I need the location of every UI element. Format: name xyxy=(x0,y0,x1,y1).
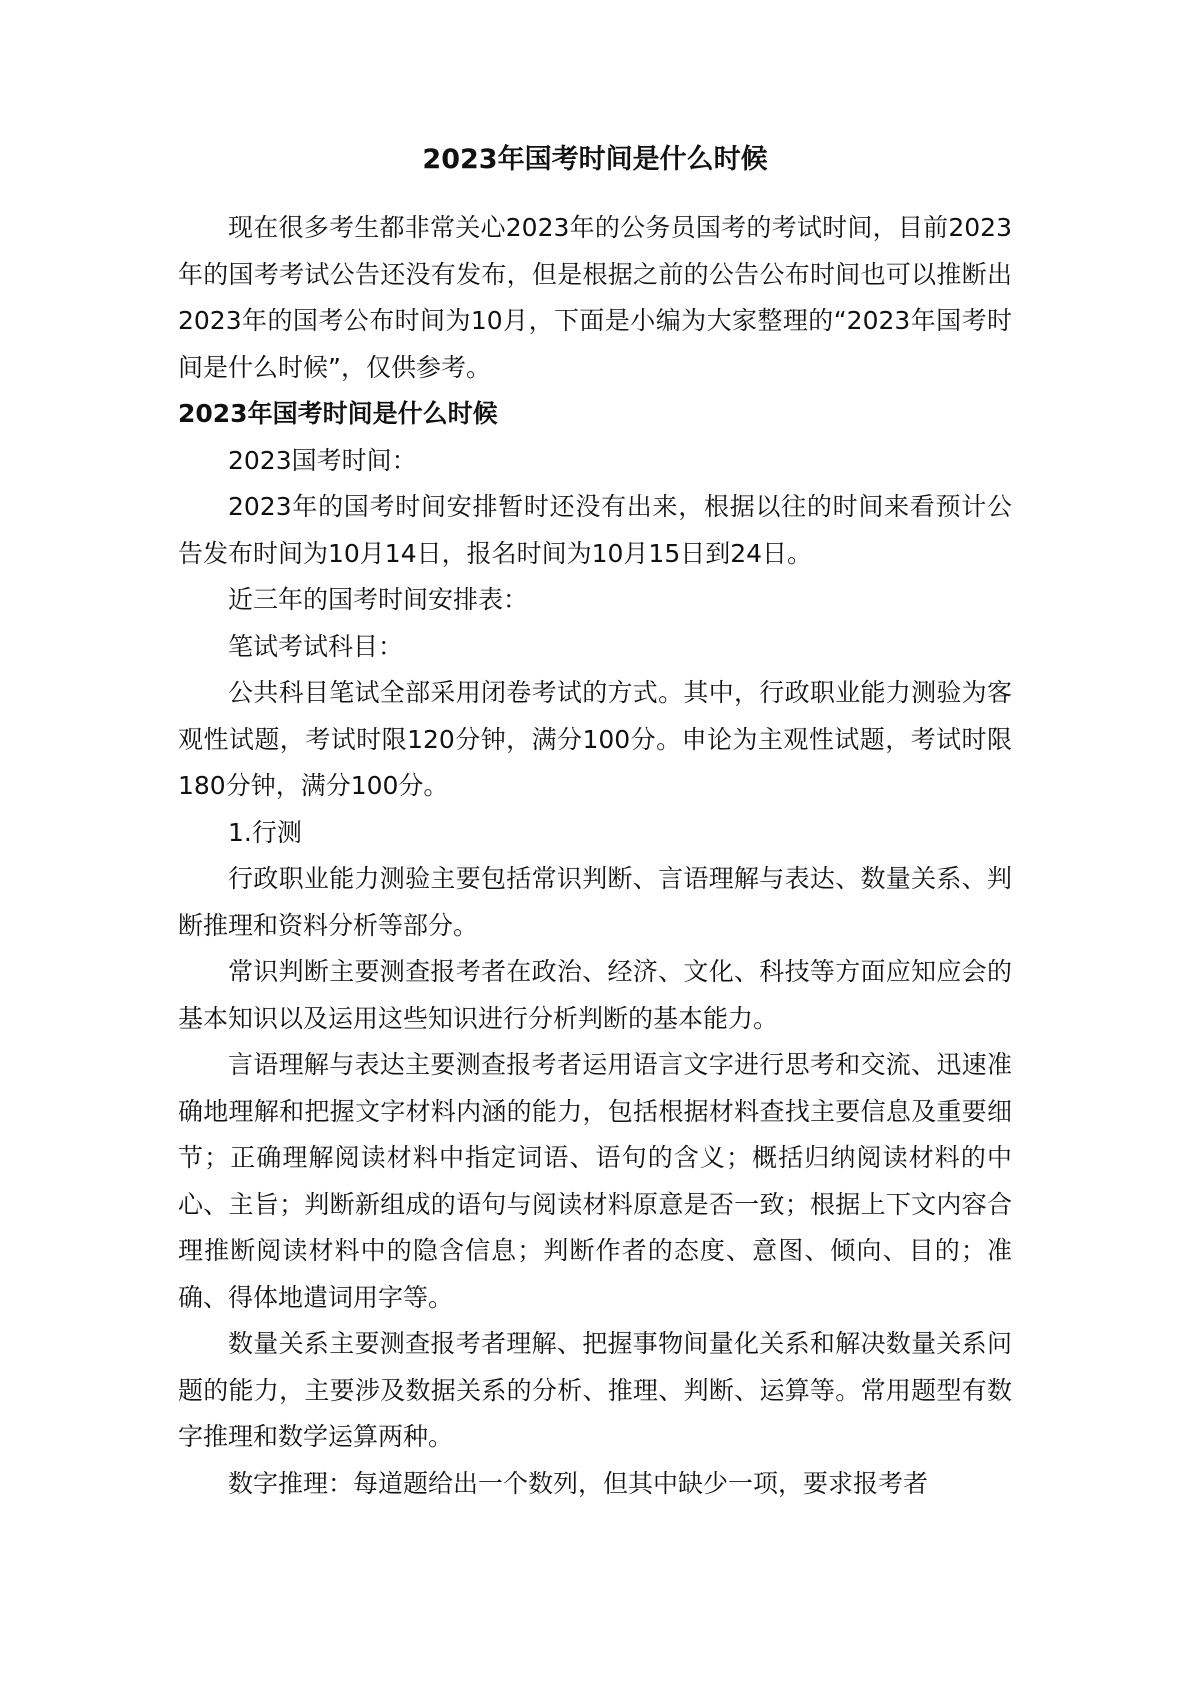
title-spacer xyxy=(178,190,1012,205)
intro-paragraph: 现在很多考生都非常关心2023年的公务员国考的考试时间，目前2023年的国考考试公告还没有发布，但是根据之前的公告公布时间也可以推断出2023年的国考公布时间为10月，下面是小编为大家整理的“2023年国考时间是什么时候”，仅供参考。 xyxy=(178,213,1012,382)
body-paragraph: 行政职业能力测验主要包括常识判断、言语理解与表达、数量关系、判断推理和资料分析等部分。 xyxy=(178,864,1012,940)
body-paragraph: 2023国考时间： xyxy=(228,445,417,475)
body-paragraph: 公共科目笔试全部采用闭卷考试的方式。其中，行政职业能力测验为客观性试题，考试时限120分钟，满分100分。申论为主观性试题，考试时限180分钟，满分100分。 xyxy=(178,678,1012,800)
body-paragraph: 常识判断主要测查报考者在政治、经济、文化、科技等方面应知应会的基本知识以及运用这些知识进行分析判断的基本能力。 xyxy=(178,957,1012,1033)
body-paragraph: 笔试考试科目： xyxy=(228,631,404,661)
section-heading: 2023年国考时间是什么时候 xyxy=(178,399,498,428)
document-page xyxy=(178,130,1012,1507)
document-title: 2023年国考时间是什么时候 xyxy=(422,144,768,175)
body-paragraph: 言语理解与表达主要测查报考者运用语言文字进行思考和交流、迅速准确地理解和把握文字材料内涵的能力，包括根据材料查找主要信息及重要细节；正确理解阅读材料中指定词语、语句的含义；概括归纳阅读材料的中心、主旨；判断新组成的语句与阅读材料原意是否一致；根据上下文内容合理推断阅读材料中的隐含信息；判断作者的态度、意图、倾向、目的；准确、得体地遣词用字等。 xyxy=(178,1050,1012,1312)
body-paragraph: 数字推理：每道题给出一个数列，但其中缺少一项，要求报考者 xyxy=(228,1468,929,1498)
body-paragraph: 近三年的国考时间安排表： xyxy=(228,585,529,614)
body-paragraph: 数量关系主要测查报考者理解、把握事物间量化关系和解决数量关系问题的能力，主要涉及数据关系的分析、推理、判断、运算等。常用题型有数字推理和数学运算两种。 xyxy=(178,1329,1012,1451)
body-paragraph: 2023年的国考时间安排暂时还没有出来，根据以往的时间来看预计公告发布时间为10月14日，报名时间为10月15日到24日。 xyxy=(178,492,1012,568)
body-paragraph: 1.行测 xyxy=(228,817,302,847)
